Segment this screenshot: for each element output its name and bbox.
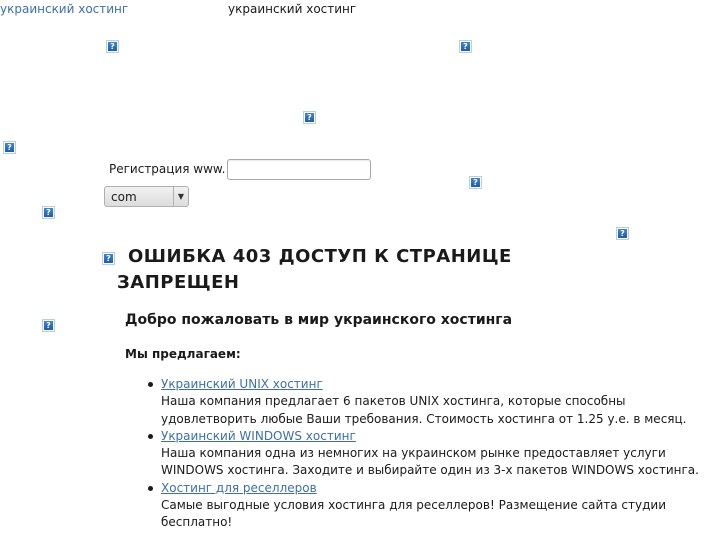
domain-name-input[interactable]: [227, 159, 371, 180]
list-item: [148, 376, 708, 428]
broken-image-icon: ?: [42, 319, 55, 332]
offer-description: Наша компания одна из немногих на украинском рынке предоставляет услуги WINDOWS хостинга. Заходите и выбирайте один из 3-х пакетов WINDOWS хостинга.: [161, 446, 699, 478]
windows-hosting-link[interactable]: Украинский WINDOWS хостинг: [161, 428, 356, 443]
domain-registration-label: Регистрация www.: [109, 162, 226, 176]
tld-select[interactable]: [104, 186, 189, 207]
reseller-hosting-link[interactable]: Хостинг для реселлеров: [161, 480, 317, 495]
offer-description: Самые выгодные условия хостинга для реселлеров! Размещение сайта студии бесплатно!: [161, 498, 667, 530]
chevron-down-icon[interactable]: ▼: [173, 187, 188, 206]
unix-hosting-link[interactable]: Украинский UNIX хостинг: [161, 377, 323, 391]
top-hosting-text: украинский хостинг: [228, 2, 357, 16]
page-title: ОШИБКА 403 ДОСТУП К СТРАНИЦЕ ЗАПРЕЩЕН: [117, 246, 512, 293]
broken-image-icon: ?: [469, 176, 482, 189]
welcome-heading: Добро пожаловать в мир украинского хостинга: [125, 312, 513, 328]
list-item: [148, 480, 708, 532]
offers-heading: Мы предлагаем:: [125, 347, 241, 361]
offers-list: [148, 376, 708, 532]
broken-image-icon: ?: [303, 111, 316, 124]
tld-selected-value: com: [111, 189, 137, 204]
broken-image-icon: ?: [3, 141, 16, 154]
broken-image-icon: ?: [459, 40, 472, 53]
broken-image-icon: ?: [42, 206, 55, 219]
top-hosting-link[interactable]: украинский хостинг: [0, 2, 129, 16]
broken-image-icon: ?: [616, 227, 629, 240]
list-item: [148, 428, 708, 480]
broken-image-icon: ?: [102, 252, 115, 265]
broken-image-icon: ?: [106, 40, 119, 53]
offer-description: Наша компания предлагает 6 пакетов UNIX хостинга, которые способны удовлетворить любые Ваши требования. Стоимость хостинга от 1.25 у.е. в месяц.: [161, 394, 687, 426]
